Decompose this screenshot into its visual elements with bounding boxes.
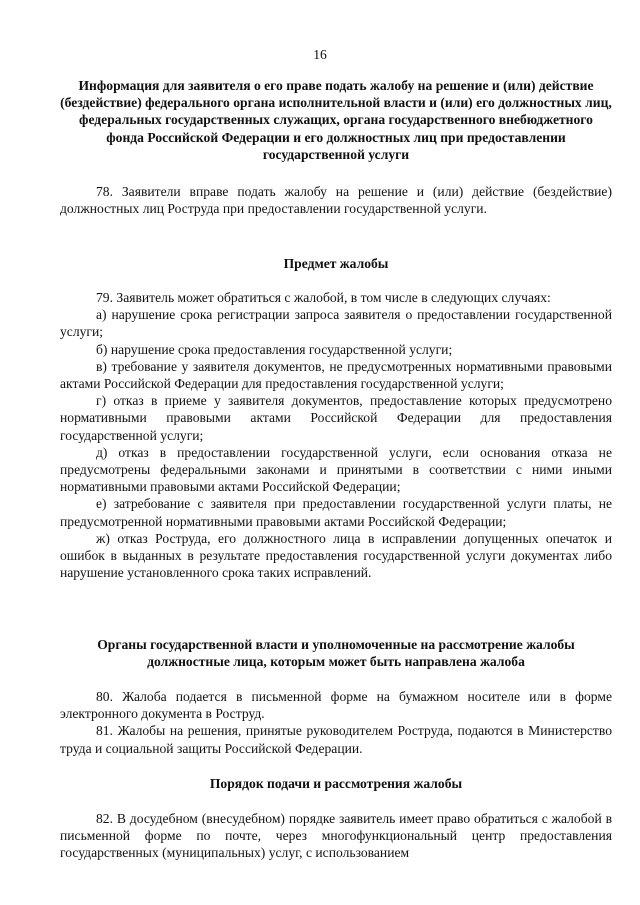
paragraph-79-intro: 79. Заявитель может обратиться с жалобой, в том числе в следующих случаях: bbox=[96, 290, 551, 305]
list-item-79f: е) затребование с заявителя при предоставлении государственной услуги платы, не предусмотренной нормативными правовыми актами Российской Федерации; bbox=[60, 496, 612, 529]
paragraph-78 bbox=[60, 183, 612, 217]
paragraph-78-text: 78. Заявители вправе подать жалобу на решение и (или) действие (бездействие) должностных лиц Роструда при предоставлении государственной услуги. bbox=[60, 184, 612, 217]
list-item-79e: д) отказ в предоставлении государственной услуги, если основания отказа не предусмотрены федеральными законами и принятыми в соответствии с ними иными нормативными правовыми актами Российской Федерации; bbox=[60, 444, 612, 495]
paragraphs-80-81 bbox=[60, 688, 612, 757]
paragraph-81-text: 81. Жалобы на решения, принятые руководителем Роструда, подаются в Министерство труда и социальной защиты Российской Федерации. bbox=[60, 723, 612, 756]
paragraph-82 bbox=[60, 810, 612, 862]
list-item-79c: в) требование у заявителя документов, не предусмотренных нормативными правовыми актами Российской Федерации для предоставления государственной услуги; bbox=[60, 358, 612, 392]
paragraph-79 bbox=[60, 289, 612, 581]
list-item-79g: ж) отказ Роструда, его должностного лица в исправлении допущенных опечаток и ошибок в выданных в результате предоставления государственной услуги документах либо нарушение установленного срока таких исправлений. bbox=[60, 530, 612, 581]
paragraph-80-text: 80. Жалоба подается в письменной форме на бумажном носителе или в форме электронного документа в Роструд. bbox=[60, 689, 612, 722]
list-item-79b: б) нарушение срока предоставления государственной услуги; bbox=[96, 341, 453, 357]
section-heading-procedure: Порядок подачи и рассмотрения жалобы bbox=[209, 776, 463, 791]
list-item-79a: а) нарушение срока регистрации запроса заявителя о предоставлении государственной услуги; bbox=[60, 307, 612, 340]
list-item-79d: г) отказ в приеме у заявителя документов, предоставление которых предусмотрено нормативными правовыми актами Российской Федерации для предоставления государственной услуги; bbox=[60, 393, 612, 443]
paragraph-82-text: 82. В досудебном (внесудебном) порядке заявитель имеет право обратиться с жалобой в письменной форме по почте, через многофункциональный центр предоставления государственных (муниципальных) услуг, с использованием bbox=[60, 811, 612, 861]
section-heading-complaint-info: Информация для заявителя о его праве подать жалобу на решение и (или) действие (бездействие) федерального органа исполнительной власти и (или) его должностных лиц, федеральных государственных служащих, органа государственного внебюджетного фонда Российской Федерации и его должностных лиц при предоставлении государственной услуги bbox=[60, 78, 612, 162]
page-number: 16 bbox=[313, 47, 327, 62]
section-heading-authorities: Органы государственной власти и уполномоченные на рассмотрение жалобы должностные лица, которым может быть направлена жалоба bbox=[97, 637, 575, 670]
section-heading-complaint-subject: Предмет жалобы bbox=[283, 256, 389, 271]
